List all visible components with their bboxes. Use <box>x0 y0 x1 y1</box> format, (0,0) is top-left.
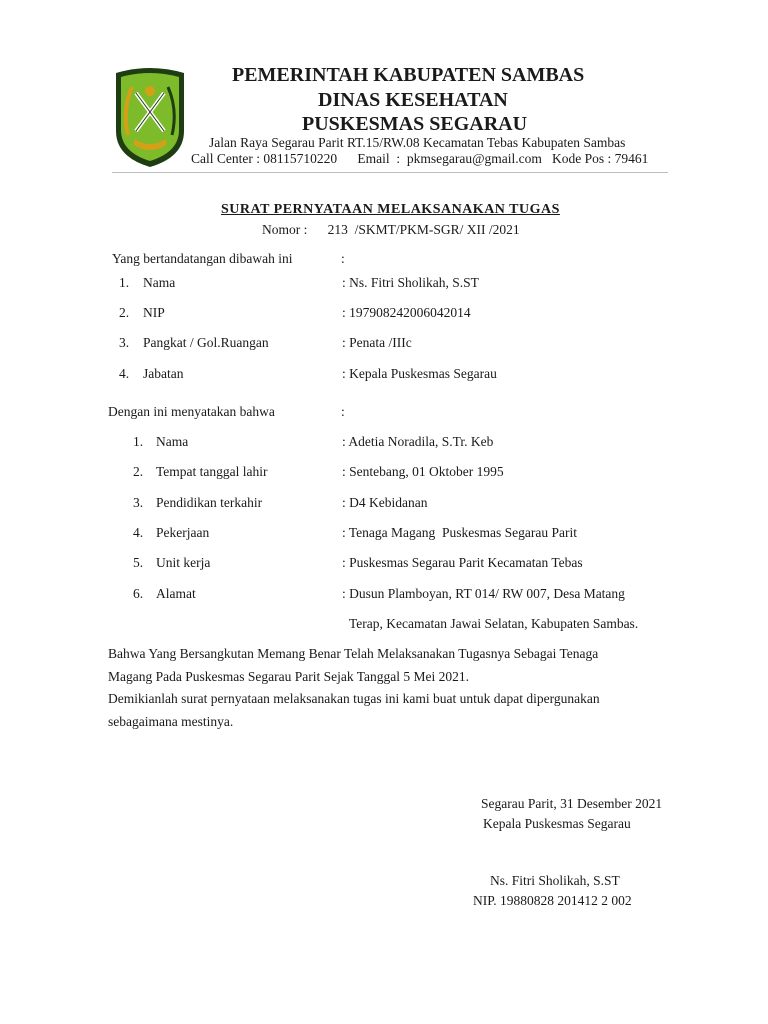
kabupaten-sambas-emblem-icon <box>112 65 188 169</box>
header-line1: PEMERINTAH KABUPATEN SAMBAS <box>232 64 585 86</box>
list-item-number: 1. <box>119 275 130 290</box>
list-item-number: 1. <box>133 434 144 449</box>
signer-field-label: Jabatan <box>143 366 184 381</box>
subject-field-value: : Adetia Noradila, S.Tr. Keb <box>342 434 494 449</box>
signer-field-value: : Ns. Fitri Sholikah, S.ST <box>342 275 479 290</box>
subject-field-label: Alamat <box>156 586 196 601</box>
signer-field-value: : Penata /IIIc <box>342 335 412 350</box>
list-item-number: 3. <box>119 335 130 350</box>
signer-field-value: : Kepala Puskesmas Segarau <box>342 366 497 381</box>
subject-field-value: : D4 Kebidanan <box>342 495 428 510</box>
document-number: Nomor : 213 /SKMT/PKM-SGR/ XII /2021 <box>262 222 520 237</box>
list-item-number: 4. <box>133 525 144 540</box>
signer-intro-colon: : <box>341 251 345 266</box>
subject-field-label: Pekerjaan <box>156 525 210 540</box>
list-item-number: 4. <box>119 366 130 381</box>
address-continuation: Terap, Kecamatan Jawai Selatan, Kabupaten Sambas. <box>349 616 639 631</box>
subject-field-label: Tempat tanggal lahir <box>156 464 268 479</box>
signer-field-label: Pangkat / Gol.Ruangan <box>143 335 269 350</box>
list-item-number: 2. <box>119 305 130 320</box>
header-line2: DINAS KESEHATAN <box>318 89 508 111</box>
signature-name: Ns. Fitri Sholikah, S.ST <box>490 873 620 888</box>
list-item-number: 2. <box>133 464 144 479</box>
body-line-1: Bahwa Yang Bersangkutan Memang Benar Telah Melaksanakan Tugasnya Sebagai Tenaga <box>108 646 599 661</box>
list-item-number: 6. <box>133 586 144 601</box>
subject-field-value: : Dusun Plamboyan, RT 014/ RW 007, Desa Matang <box>342 586 625 601</box>
body-line-3: Demikianlah surat pernyataan melaksanakan tugas ini kami buat untuk dapat dipergunakan <box>108 691 600 706</box>
signature-place-date: Segarau Parit, 31 Desember 2021 <box>481 796 663 811</box>
list-item-number: 3. <box>133 495 144 510</box>
header-line3: PUSKESMAS SEGARAU <box>302 113 528 135</box>
subject-field-value: : Puskesmas Segarau Parit Kecamatan Tebas <box>342 555 583 570</box>
header-address: Jalan Raya Segarau Parit RT.15/RW.08 Kecamatan Tebas Kabupaten Sambas <box>209 135 626 150</box>
signer-field-value: : 197908242006042014 <box>342 305 471 320</box>
statement-intro-colon: : <box>341 404 345 419</box>
signer-intro-label: Yang bertandatangan dibawah ini <box>112 251 293 266</box>
header-contact: Call Center : 08115710220 Email : pkmsegarau@gmail.com Kode Pos : 79461 <box>191 151 649 166</box>
subject-field-label: Nama <box>156 434 189 449</box>
subject-field-label: Pendidikan terkahir <box>156 495 263 510</box>
body-line-4: sebagaimana mestinya. <box>108 714 234 729</box>
subject-field-value: : Sentebang, 01 Oktober 1995 <box>342 464 504 479</box>
signer-field-label: Nama <box>143 275 176 290</box>
signature-position: Kepala Puskesmas Segarau <box>483 816 631 831</box>
subject-field-value: : Tenaga Magang Puskesmas Segarau Parit <box>342 525 578 540</box>
list-item-number: 5. <box>133 555 144 570</box>
body-line-2: Magang Pada Puskesmas Segarau Parit Sejak Tanggal 5 Mei 2021. <box>108 669 469 684</box>
header-divider <box>112 172 668 173</box>
signature-nip: NIP. 19880828 201412 2 002 <box>473 893 632 908</box>
statement-intro-label: Dengan ini menyatakan bahwa <box>108 404 275 419</box>
signer-field-label: NIP <box>143 305 165 320</box>
document-title: SURAT PERNYATAAN MELAKSANAKAN TUGAS <box>221 202 560 217</box>
subject-field-label: Unit kerja <box>156 555 211 570</box>
